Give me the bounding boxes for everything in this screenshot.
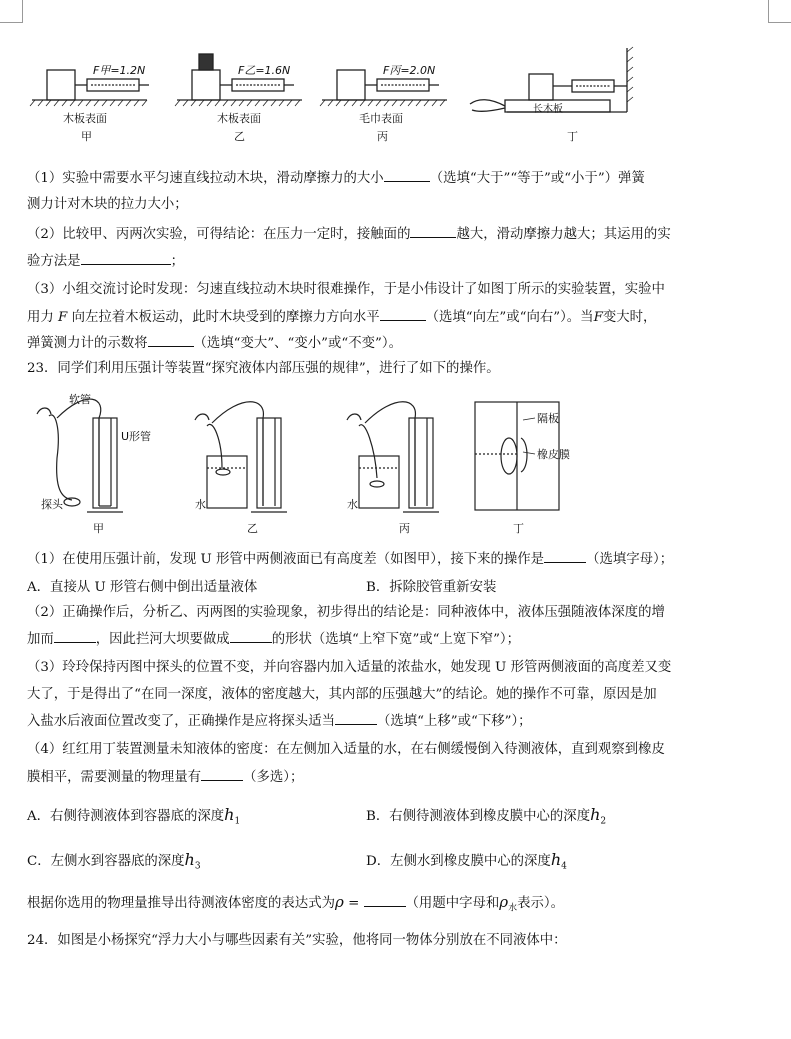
answer-blank[interactable]	[230, 630, 272, 643]
answer-blank[interactable]	[380, 308, 426, 321]
q23-part2-line1: （2）正确操作后，分析乙、丙两图的实验现象，初步得出的结论是：同种液体中，液体压强随液体深度的增	[27, 605, 665, 620]
panel-label-jia: 甲	[81, 130, 92, 143]
pressure-gauge-figure	[27, 388, 767, 538]
answer-blank[interactable]	[544, 550, 586, 563]
q23-part3-line1: （3）玲玲保持丙图中探头的位置不变，并向容器内加入适量的浓盐水，她发现 U 形管两侧液面的高度差又变	[27, 660, 672, 675]
membrane-label: 橡皮膜	[537, 448, 570, 461]
partition-label: 隔板	[537, 412, 559, 425]
q23-option-a2: A．右侧待测液体到容器底的深度$h_1$	[27, 805, 241, 827]
q23-part5-line1: 根据你选用的物理量推导出待测液体密度的表达式为ρ = （用题中字母和$\rho_水$表示）。	[27, 893, 564, 914]
surface-label-ding: 长木板	[533, 104, 563, 115]
crop-mark-top-right	[768, 0, 791, 23]
q22-part3-line1: （3）小组交流讨论时发现：匀速直线拉动木块时很难操作，于是小伟设计了如图丁所示的实验装置，实验中	[27, 282, 665, 297]
force-label-yi: F乙=1.6N	[238, 64, 291, 77]
q22-part1-line1: （1）实验中需要水平匀速直线拉动木块，滑动摩擦力的大小 （选填“大于”“等于”或“小于”）弹簧	[27, 171, 645, 186]
friction-experiment-figure	[27, 44, 767, 156]
panel-label-yi: 乙	[247, 522, 258, 535]
water-label-bing: 水	[347, 498, 358, 511]
panel-label-jia: 甲	[93, 522, 104, 535]
panel-label-bing: 丙	[399, 522, 410, 535]
answer-blank[interactable]	[335, 712, 377, 725]
answer-blank[interactable]	[201, 768, 243, 781]
q23-option-b2: B．右侧待测液体到橡皮膜中心的深度$h_2$	[366, 805, 607, 827]
q23-part4-line2: 膜相平，需要测量的物理量有 （多选）；	[27, 770, 304, 785]
panel-label-ding: 丁	[513, 522, 524, 535]
q23-part3-line3: 入盐水后液面位置改变了，正确操作是应将探头适当 （选填“上移”或“下移”）；	[27, 714, 532, 729]
surface-label-yi: 木板表面	[217, 112, 261, 125]
q22-part3-line3: 弹簧测力计的示数将 （选填“变大”、“变小”或“不变”）。	[27, 336, 402, 351]
hose-label: 软管	[69, 393, 91, 406]
surface-label-jia: 木板表面	[63, 112, 107, 125]
answer-blank[interactable]	[81, 252, 171, 265]
friction-figure-svg	[27, 44, 767, 156]
panel-label-yi: 乙	[234, 130, 245, 143]
water-label-yi: 水	[195, 498, 206, 511]
q23-part3-line2: 大了，于是得出了“在同一深度，液体的密度越大，其内部的压强越大”的结论。她的操作不可靠，原因是加	[27, 687, 657, 702]
utube-label: U形管	[121, 430, 152, 443]
q24-title: 24．如图是小杨探究“浮力大小与哪些因素有关”实验，他将同一物体分别放在不同液体中：	[27, 933, 567, 948]
crop-mark-top-left	[0, 0, 23, 23]
q23-part2-line2: 加而 ，因此拦河大坝要做成 的形状（选填“上窄下宽”或“上宽下窄”）；	[27, 632, 521, 647]
q23-option-d2: D．左侧水到橡皮膜中心的深度$h_4$	[366, 850, 567, 872]
answer-blank[interactable]	[384, 169, 430, 182]
q23-option-b: B．拆除胶管重新安装	[366, 580, 497, 595]
q23-option-a: A．直接从 U 形管右侧中倒出适量液体	[27, 580, 258, 595]
panel-label-bing: 丙	[377, 130, 388, 143]
answer-blank[interactable]	[148, 334, 194, 347]
answer-blank[interactable]	[410, 225, 456, 238]
answer-blank[interactable]	[364, 894, 406, 907]
q22-part2-line1: （2）比较甲、丙两次实验，可得结论：在压力一定时，接触面的 越大，滑动摩擦力越大；其运用的实	[27, 227, 671, 242]
q22-part2-line2: 验方法是 ；	[27, 254, 184, 269]
surface-label-bing: 毛巾表面	[359, 112, 403, 125]
panel-label-ding: 丁	[567, 130, 578, 143]
q23-part1-line1: （1）在使用压强计前，发现 U 形管中两侧液面已有高度差（如图甲），接下来的操作是 （选填字母）；	[27, 552, 674, 567]
force-label-jia: F甲=1.2N	[93, 64, 146, 77]
probe-label: 探头	[41, 498, 63, 511]
answer-blank[interactable]	[54, 630, 96, 643]
q23-title: 23．同学们利用压强计等装置“探究液体内部压强的规律”，进行了如下的操作。	[27, 361, 500, 376]
q23-part4-line1: （4）红红用丁装置测量未知液体的密度：在左侧加入适量的水，在右侧缓慢倒入待测液体，直到观察到橡皮	[27, 742, 665, 757]
pressure-figure-svg	[27, 388, 767, 538]
q22-part1-line2: 测力计对木块的拉力大小；	[27, 197, 188, 212]
force-label-bing: F丙=2.0N	[383, 64, 436, 77]
q22-part3-line2: 用力 F 向左拉着木板运动，此时木块受到的摩擦力方向水平 （选填“向左”或“向右”）。当F变大时，	[27, 310, 657, 325]
q23-option-c2: C．左侧水到容器底的深度$h_3$	[27, 850, 201, 872]
